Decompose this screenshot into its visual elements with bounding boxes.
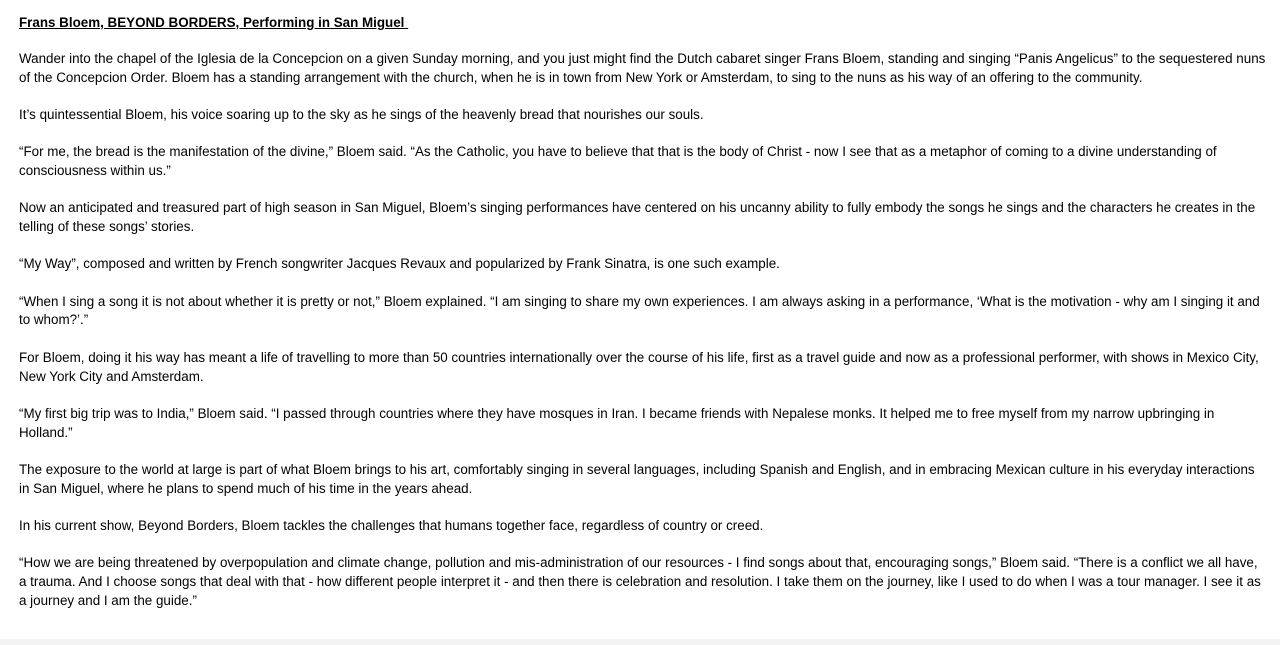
document-title: Frans Bloem, BEYOND BORDERS, Performing in San Miguel: [19, 15, 409, 30]
page-bottom-edge: [0, 639, 1280, 645]
paragraph: In his current show, Beyond Borders, Bloem tackles the challenges that humans together face, regardless of country or creed.: [19, 518, 764, 534]
paragraph: For Bloem, doing it his way has meant a life of travelling to more than 50 countries internationally over the course of his life, first as a travel guide and now as a professional performer, with shows in Mexico City, New York City and Amsterdam.: [19, 349, 1259, 384]
paragraph: “My Way”, composed and written by French songwriter Jacques Revaux and popularized by Frank Sinatra, is one such example.: [19, 256, 780, 272]
paragraph: The exposure to the world at large is part of what Bloem brings to his art, comfortably singing in several languages, including Spanish and English, and in embracing Mexican culture in his everyday interactions in San Miguel, where he plans to spend much of his time in the years ahead.: [19, 461, 1255, 496]
paragraph: “When I sing a song it is not about whether it is pretty or not,” Bloem explained. “I am singing to share my own experiences. I am always asking in a performance, ‘What is the motivation - why am I singing it and to whom?’.”: [19, 293, 1260, 328]
document-body: [19, 14, 1267, 629]
paragraph: Wander into the chapel of the Iglesia de la Concepcion on a given Sunday morning, and you just might find the Dutch cabaret singer Frans Bloem, standing and singing “Panis Angelicus” to the sequestered nuns of the Concepcion Order. Bloem has a standing arrangement with the church, when he is in town from New York or Amsterdam, to sing to the nuns as his way of an offering to the community.: [19, 50, 1266, 85]
paragraph: “How we are being threatened by overpopulation and climate change, pollution and mis-administration of our resources - I find songs about that, encouraging songs,” Bloem said. “There is a conflict we all have, a trauma. And I choose songs that deal with that - how different people interpret it - and then there is celebration and resolution. I take them on the journey, like I used to do when I was a tour manager. I see it as a journey and I am the guide.”: [19, 555, 1261, 608]
paragraph: Now an anticipated and treasured part of high season in San Miguel, Bloem’s singing performances have centered on his uncanny ability to fully embody the songs he sings and the characters he creates in the telling of these songs’ stories.: [19, 200, 1256, 235]
paragraph: “My first big trip was to India,” Bloem said. “I passed through countries where they have mosques in Iran. I became friends with Nepalese monks. It helped me to free myself from my narrow upbringing in Holland.”: [19, 405, 1215, 440]
paragraph: “For me, the bread is the manifestation of the divine,” Bloem said. “As the Catholic, you have to believe that that is the body of Christ - now I see that as a metaphor of coming to a divine understanding of consciousness within us.”: [19, 144, 1217, 178]
paragraph: It’s quintessential Bloem, his voice soaring up to the sky as he sings of the heavenly bread that nourishes our souls.: [19, 106, 704, 122]
